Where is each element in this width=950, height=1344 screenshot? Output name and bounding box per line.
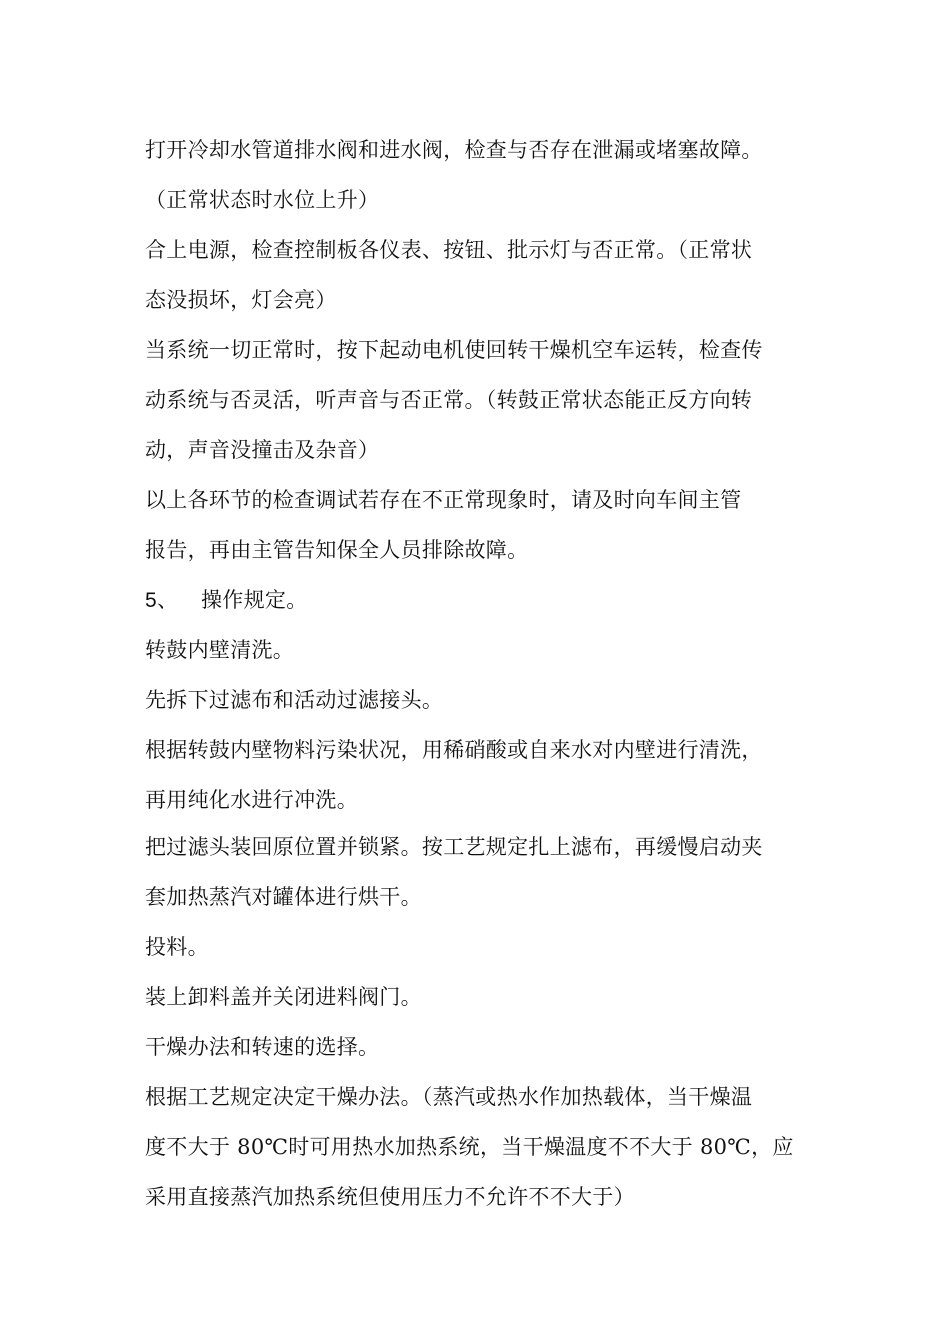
text-line: 套加热蒸汽对罐体进行烘干。 — [145, 885, 422, 909]
text-line: 再用纯化水进行冲洗。 — [145, 788, 358, 812]
text-line: 当系统一切正常时，按下起动电机使回转干燥机空车运转，检查传 — [145, 338, 763, 362]
text-line: 采用直接蒸汽加热系统但使用压力不允许不不大于） — [145, 1185, 635, 1209]
text-line: 报告，再由主管告知保全人员排除故障。 — [145, 538, 529, 562]
text-line: 根据工艺规定决定干燥办法。（蒸汽或热水作加热载体，当干燥温 — [145, 1085, 753, 1109]
text-line: 动系统与否灵活，听声音与否正常。（转鼓正常状态能正反方向转 — [145, 388, 753, 412]
text-line: 度不大于 80℃时可用热水加热系统，当干燥温度不不大于 80℃，应 — [145, 1135, 794, 1159]
text-line: 动，声音没撞击及杂音） — [145, 438, 380, 462]
text-line: 转鼓内壁清洗。 — [145, 638, 295, 662]
text-line: 打开冷却水管道排水阀和进水阀，检查与否存在泄漏或堵塞故障。 — [145, 138, 763, 162]
text-line: 以上各环节的检查调试若存在不正常现象时，请及时向车间主管 — [145, 488, 742, 512]
section-title: 操作规定。 — [201, 588, 308, 612]
text-line: 态没损坏，灯会亮） — [145, 288, 337, 312]
text-line: 干燥办法和转速的选择。 — [145, 1035, 380, 1059]
text-line: 把过滤头装回原位置并锁紧。按工艺规定扎上滤布，再缓慢启动夹 — [145, 835, 763, 859]
section-number: 5、 — [145, 589, 179, 612]
text-line: 根据转鼓内壁物料污染状况，用稀硝酸或自来水对内壁进行清洗， — [145, 738, 763, 762]
section-heading — [145, 586, 308, 615]
text-line: 装上卸料盖并关闭进料阀门。 — [145, 985, 422, 1009]
text-line: 投料。 — [145, 935, 209, 959]
text-line: （正常状态时水位上升） — [145, 188, 380, 212]
text-line: 先拆下过滤布和活动过滤接头。 — [145, 688, 444, 712]
text-line: 合上电源，检查控制板各仪表、按钮、批示灯与否正常。（正常状 — [145, 238, 753, 262]
